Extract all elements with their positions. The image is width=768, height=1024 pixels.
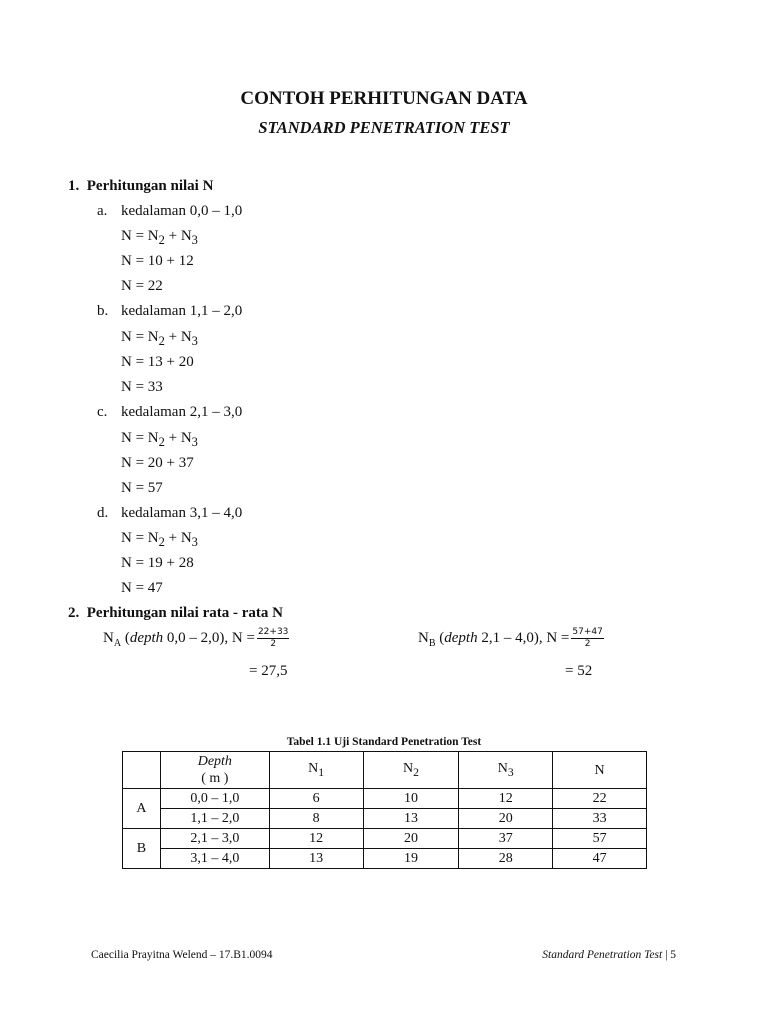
na-formula: $N_A$ (depth 0,0 – 2,0), N = $\frac{22+33}{2}$ — [103, 627, 289, 649]
n-cell: 57 — [553, 829, 647, 849]
depth-cell: 3,1 – 4,0 — [160, 849, 269, 869]
section-2-heading: 2. Perhitungan nilai rata - rata N — [68, 605, 283, 621]
table-header-row — [123, 752, 647, 789]
header-n: N — [553, 752, 647, 789]
na-fraction: $\frac{22+33}{2}$ — [257, 627, 289, 649]
item-c-result: N = 57 — [121, 480, 163, 496]
group-label: A — [123, 789, 161, 829]
n3-cell: 12 — [459, 789, 553, 809]
n3-cell: 20 — [459, 809, 553, 829]
item-d-sum: N = 19 + 28 — [121, 555, 194, 571]
n-cell: 22 — [553, 789, 647, 809]
n-cell: 33 — [553, 809, 647, 829]
table-caption: Tabel 1.1 Uji Standard Penetration Test — [286, 736, 482, 748]
n1-cell: 8 — [269, 809, 363, 829]
nb-fraction: $\frac{57+47}{2}$ — [572, 627, 603, 649]
depth-cell: 1,1 – 2,0 — [160, 809, 269, 829]
page-number: 5 — [670, 949, 676, 961]
item-a-text: kedalaman 0,0 – 1,0 — [121, 203, 243, 219]
spt-table — [122, 751, 647, 869]
item-d-text: kedalaman 3,1 – 4,0 — [121, 505, 243, 521]
item-c-formula: $N = N_2 + N_3$ — [121, 430, 198, 449]
n1-cell: 6 — [269, 789, 363, 809]
n-cell: 47 — [553, 849, 647, 869]
table-row — [123, 789, 647, 809]
item-b-result: N = 33 — [121, 379, 163, 395]
item-b-text: kedalaman 1,1 – 2,0 — [121, 303, 243, 319]
table-row — [123, 809, 647, 829]
item-a-result: N = 22 — [121, 278, 163, 294]
footer-doc-title: Standard Penetration Test — [542, 949, 663, 961]
na-result: = 27,5 — [249, 663, 288, 679]
n3-cell: 37 — [459, 829, 553, 849]
n2-cell: 13 — [363, 809, 459, 829]
table-row — [123, 829, 647, 849]
depth-cell: 0,0 – 1,0 — [160, 789, 269, 809]
nb-result: = 52 — [565, 663, 593, 679]
item-d-result: N = 47 — [121, 580, 163, 596]
item-b-formula: $N = N_2 + N_3$ — [121, 329, 198, 348]
footer-right: Standard Penetration Test | 5 — [542, 949, 676, 961]
page-title: CONTOH PERHITUNGAN DATA — [240, 88, 528, 109]
item-a-sum: N = 10 + 12 — [121, 253, 194, 269]
footer-author: Caecilia Prayitna Welend – 17.B1.0094 — [91, 949, 273, 961]
item-c-label: c. — [97, 404, 108, 420]
header-n1: $N_1$ — [269, 752, 363, 789]
header-n3: $N_3$ — [459, 752, 553, 789]
item-b-sum: N = 13 + 20 — [121, 354, 194, 370]
page-subtitle: STANDARD PENETRATION TEST — [258, 118, 510, 137]
n1-cell: 12 — [269, 829, 363, 849]
header-n2: $N_2$ — [363, 752, 459, 789]
item-b-label: b. — [97, 303, 109, 319]
n2-cell: 19 — [363, 849, 459, 869]
item-a-formula: $N = N_2 + N_3$ — [121, 228, 198, 247]
depth-cell: 2,1 – 3,0 — [160, 829, 269, 849]
item-a-label: a. — [97, 203, 108, 219]
n3-cell: 28 — [459, 849, 553, 869]
item-d-formula: $N = N_2 + N_3$ — [121, 530, 198, 549]
item-d-label: d. — [97, 505, 109, 521]
nb-formula: $N_B$ (depth 2,1 – 4,0), N = $\frac{57+47}{2}$ — [418, 627, 603, 649]
header-depth: Depth ( m ) — [160, 752, 269, 789]
n2-cell: 10 — [363, 789, 459, 809]
item-c-sum: N = 20 + 37 — [121, 455, 194, 471]
header-group — [123, 752, 161, 789]
table-row — [123, 849, 647, 869]
item-c-text: kedalaman 2,1 – 3,0 — [121, 404, 243, 420]
n1-cell: 13 — [269, 849, 363, 869]
n2-cell: 20 — [363, 829, 459, 849]
group-label: B — [123, 829, 161, 869]
section-1-heading: 1. Perhitungan nilai N — [68, 178, 214, 194]
